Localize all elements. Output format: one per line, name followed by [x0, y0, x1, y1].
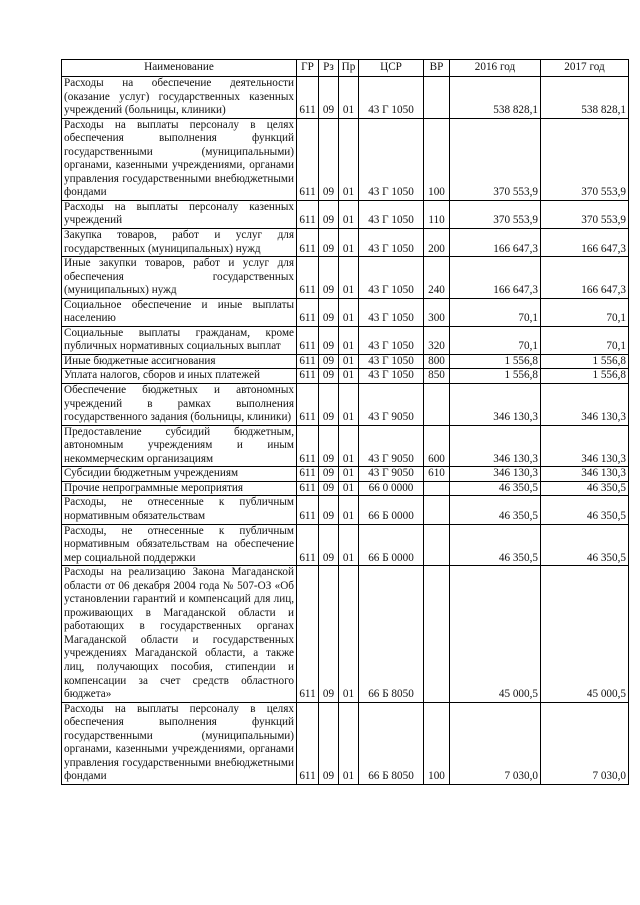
col-header-name: Наименование: [62, 60, 297, 77]
cell-rz: 09: [319, 77, 339, 119]
cell-name: Прочие непрограммные мероприятия: [62, 481, 297, 496]
cell-name: Иные закупки товаров, работ и услуг для обеспечения государственных (муниципальных) нужд: [62, 257, 297, 299]
table-row: [62, 298, 629, 326]
cell-pr: 01: [339, 369, 359, 384]
table-row: [62, 702, 629, 784]
table-body: [62, 77, 629, 785]
cell-y2017: 538 828,1: [541, 77, 629, 119]
cell-csr: 43 Г 9050: [359, 384, 424, 426]
cell-csr: 43 Г 1050: [359, 298, 424, 326]
cell-y2016: 70,1: [450, 326, 541, 354]
cell-gr: 611: [297, 481, 319, 496]
cell-gr: 611: [297, 354, 319, 369]
cell-y2016: 70,1: [450, 298, 541, 326]
cell-gr: 611: [297, 77, 319, 119]
cell-vr: 800: [424, 354, 450, 369]
cell-pr: 01: [339, 702, 359, 784]
cell-name: Социальное обеспечение и иные выплаты населению: [62, 298, 297, 326]
table-row: [62, 118, 629, 200]
cell-name: Предоставление субсидий бюджетным, автономным учреждениям и иным некоммерческим организациям: [62, 425, 297, 467]
cell-pr: 01: [339, 326, 359, 354]
cell-y2016: 370 553,9: [450, 200, 541, 228]
table-header-row: [62, 60, 629, 77]
cell-csr: 43 Г 9050: [359, 467, 424, 482]
cell-rz: 09: [319, 369, 339, 384]
cell-pr: 01: [339, 566, 359, 702]
cell-csr: 43 Г 1050: [359, 369, 424, 384]
cell-rz: 09: [319, 326, 339, 354]
cell-csr: 66 Б 8050: [359, 566, 424, 702]
cell-vr: 240: [424, 257, 450, 299]
cell-name: Расходы на выплаты персоналу в целях обеспечения выполнения функций государственными (муниципальными) органами, казенными учреждениями, органами управления государственными внебюджетными фондами: [62, 118, 297, 200]
cell-gr: 611: [297, 200, 319, 228]
cell-y2016: 346 130,3: [450, 425, 541, 467]
cell-y2016: 46 350,5: [450, 481, 541, 496]
table-row: [62, 229, 629, 257]
cell-name: Расходы на обеспечение деятельности (оказание услуг) государственных казенных учреждений (больницы, клиники): [62, 77, 297, 119]
cell-y2017: 1 556,8: [541, 369, 629, 384]
cell-gr: 611: [297, 524, 319, 566]
cell-vr: [424, 384, 450, 426]
cell-vr: [424, 481, 450, 496]
cell-csr: 66 0 0000: [359, 481, 424, 496]
cell-y2016: 7 030,0: [450, 702, 541, 784]
cell-y2016: 346 130,3: [450, 384, 541, 426]
cell-y2016: 346 130,3: [450, 467, 541, 482]
cell-rz: 09: [319, 524, 339, 566]
cell-vr: 200: [424, 229, 450, 257]
cell-rz: 09: [319, 496, 339, 524]
col-header-csr: ЦСР: [359, 60, 424, 77]
cell-rz: 09: [319, 702, 339, 784]
cell-y2017: 346 130,3: [541, 467, 629, 482]
cell-csr: 43 Г 1050: [359, 77, 424, 119]
cell-rz: 09: [319, 425, 339, 467]
cell-gr: 611: [297, 369, 319, 384]
cell-gr: 611: [297, 702, 319, 784]
cell-name: Социальные выплаты гражданам, кроме публичных нормативных социальных выплат: [62, 326, 297, 354]
cell-name: Расходы на выплаты персоналу в целях обеспечения выполнения функций государственными (муниципальными) органами, казенными учреждениями, органами управления государственными внебюджетными фондами: [62, 702, 297, 784]
cell-pr: 01: [339, 257, 359, 299]
table-row: [62, 326, 629, 354]
cell-rz: 09: [319, 481, 339, 496]
cell-csr: 43 Г 1050: [359, 326, 424, 354]
cell-pr: 01: [339, 354, 359, 369]
cell-name: Расходы на выплаты персоналу казенных учреждений: [62, 200, 297, 228]
cell-gr: 611: [297, 467, 319, 482]
cell-gr: 611: [297, 298, 319, 326]
budget-table: [61, 59, 629, 785]
table-row: [62, 257, 629, 299]
table-row: [62, 384, 629, 426]
cell-y2016: 166 647,3: [450, 257, 541, 299]
table-row: [62, 481, 629, 496]
cell-gr: 611: [297, 566, 319, 702]
col-header-gr: ГР: [297, 60, 319, 77]
table-row: [62, 77, 629, 119]
cell-name: Иные бюджетные ассигнования: [62, 354, 297, 369]
col-header-vr: ВР: [424, 60, 450, 77]
cell-rz: 09: [319, 200, 339, 228]
cell-vr: 110: [424, 200, 450, 228]
col-header-pr: Пр: [339, 60, 359, 77]
table-row: [62, 496, 629, 524]
col-header-rz: Рз: [319, 60, 339, 77]
cell-vr: 100: [424, 118, 450, 200]
cell-name: Расходы, не отнесенные к публичным нормативным обязательствам на обеспечение мер социальной поддержки: [62, 524, 297, 566]
cell-vr: 320: [424, 326, 450, 354]
cell-y2017: 346 130,3: [541, 425, 629, 467]
table-row: [62, 467, 629, 482]
cell-vr: [424, 524, 450, 566]
cell-gr: 611: [297, 496, 319, 524]
cell-y2017: 70,1: [541, 298, 629, 326]
cell-csr: 43 Г 1050: [359, 200, 424, 228]
cell-name: Закупка товаров, работ и услуг для государственных (муниципальных) нужд: [62, 229, 297, 257]
cell-y2017: 46 350,5: [541, 524, 629, 566]
cell-rz: 09: [319, 257, 339, 299]
cell-rz: 09: [319, 566, 339, 702]
cell-pr: 01: [339, 118, 359, 200]
col-header-2017: 2017 год: [541, 60, 629, 77]
cell-name: Расходы на реализацию Закона Магаданской области от 06 декабря 2004 года № 507-ОЗ «Об установлении гарантий и компенсаций для лиц, проживающих в Магаданской области и работающих в государственных органах Магаданской области и государственных учреждениях Магаданской области, а также лиц, получающих пособия, стипендии и компенсации за счет средств областного бюджета»: [62, 566, 297, 702]
cell-rz: 09: [319, 354, 339, 369]
cell-rz: 09: [319, 229, 339, 257]
cell-pr: 01: [339, 467, 359, 482]
cell-rz: 09: [319, 118, 339, 200]
col-header-2016: 2016 год: [450, 60, 541, 77]
cell-y2016: 538 828,1: [450, 77, 541, 119]
cell-y2016: 370 553,9: [450, 118, 541, 200]
cell-y2017: 370 553,9: [541, 118, 629, 200]
cell-csr: 66 Б 8050: [359, 702, 424, 784]
cell-vr: 100: [424, 702, 450, 784]
cell-y2017: 166 647,3: [541, 257, 629, 299]
cell-vr: [424, 77, 450, 119]
cell-csr: 66 Б 0000: [359, 524, 424, 566]
cell-name: Уплата налогов, сборов и иных платежей: [62, 369, 297, 384]
cell-pr: 01: [339, 298, 359, 326]
cell-y2016: 45 000,5: [450, 566, 541, 702]
cell-vr: 600: [424, 425, 450, 467]
cell-y2017: 45 000,5: [541, 566, 629, 702]
cell-y2016: 166 647,3: [450, 229, 541, 257]
table-row: [62, 566, 629, 702]
cell-pr: 01: [339, 200, 359, 228]
cell-csr: 43 Г 1050: [359, 354, 424, 369]
cell-y2017: 7 030,0: [541, 702, 629, 784]
cell-y2017: 46 350,5: [541, 481, 629, 496]
table-row: [62, 369, 629, 384]
cell-name: Субсидии бюджетным учреждениям: [62, 467, 297, 482]
cell-csr: 43 Г 1050: [359, 118, 424, 200]
cell-name: Расходы, не отнесенные к публичным нормативным обязательствам: [62, 496, 297, 524]
cell-pr: 01: [339, 524, 359, 566]
cell-y2016: 1 556,8: [450, 369, 541, 384]
cell-y2017: 1 556,8: [541, 354, 629, 369]
cell-gr: 611: [297, 229, 319, 257]
cell-gr: 611: [297, 118, 319, 200]
cell-y2016: 1 556,8: [450, 354, 541, 369]
cell-rz: 09: [319, 298, 339, 326]
cell-pr: 01: [339, 425, 359, 467]
cell-vr: [424, 496, 450, 524]
table-row: [62, 425, 629, 467]
cell-rz: 09: [319, 467, 339, 482]
cell-csr: 66 Б 0000: [359, 496, 424, 524]
cell-y2017: 46 350,5: [541, 496, 629, 524]
cell-pr: 01: [339, 77, 359, 119]
cell-y2017: 370 553,9: [541, 200, 629, 228]
cell-y2017: 166 647,3: [541, 229, 629, 257]
cell-rz: 09: [319, 384, 339, 426]
cell-y2017: 70,1: [541, 326, 629, 354]
cell-gr: 611: [297, 257, 319, 299]
cell-y2016: 46 350,5: [450, 524, 541, 566]
table-row: [62, 200, 629, 228]
cell-csr: 43 Г 1050: [359, 257, 424, 299]
cell-vr: 300: [424, 298, 450, 326]
cell-y2017: 346 130,3: [541, 384, 629, 426]
cell-csr: 43 Г 9050: [359, 425, 424, 467]
cell-gr: 611: [297, 326, 319, 354]
cell-gr: 611: [297, 425, 319, 467]
cell-vr: 850: [424, 369, 450, 384]
cell-csr: 43 Г 1050: [359, 229, 424, 257]
cell-pr: 01: [339, 481, 359, 496]
cell-pr: 01: [339, 496, 359, 524]
cell-vr: 610: [424, 467, 450, 482]
cell-name: Обеспечение бюджетных и автономных учреждений в рамках выполнения государственного задания (больницы, клиники): [62, 384, 297, 426]
cell-pr: 01: [339, 384, 359, 426]
table-row: [62, 354, 629, 369]
cell-y2016: 46 350,5: [450, 496, 541, 524]
cell-gr: 611: [297, 384, 319, 426]
cell-vr: [424, 566, 450, 702]
cell-pr: 01: [339, 229, 359, 257]
table-row: [62, 524, 629, 566]
